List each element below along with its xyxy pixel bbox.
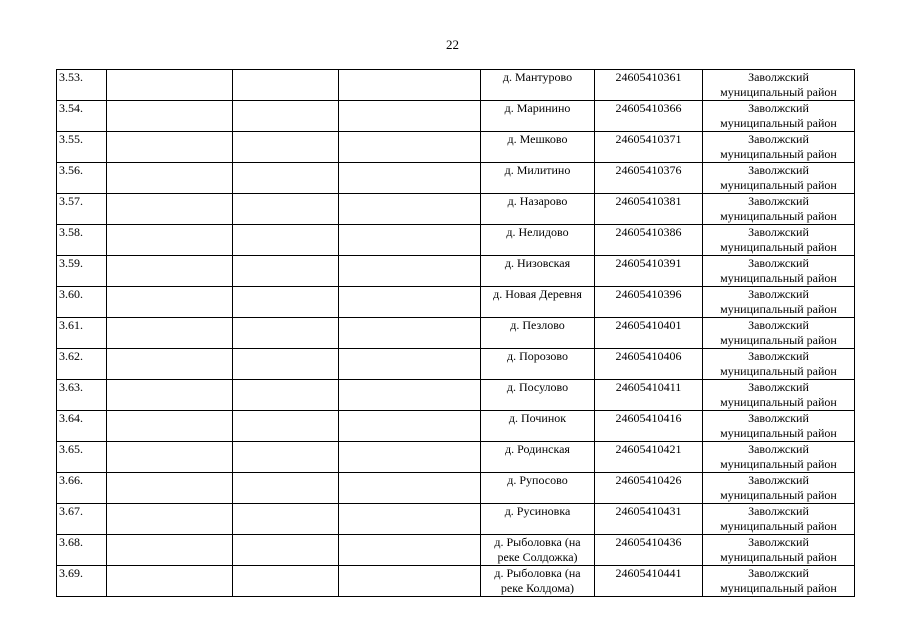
row-number-cell: 3.60. <box>57 287 107 318</box>
oktmo-code-cell: 24605410401 <box>595 318 703 349</box>
empty-cell <box>107 163 233 194</box>
empty-cell <box>233 442 339 473</box>
settlement-name-cell: д. Русиновка <box>481 504 595 535</box>
empty-cell <box>233 132 339 163</box>
oktmo-code-cell: 24605410371 <box>595 132 703 163</box>
empty-cell <box>107 132 233 163</box>
oktmo-code-cell: 24605410416 <box>595 411 703 442</box>
settlement-name-cell: д. Нелидово <box>481 225 595 256</box>
settlement-name-cell: д. Назарово <box>481 194 595 225</box>
oktmo-code-cell: 24605410381 <box>595 194 703 225</box>
settlement-name-cell: д. Посулово <box>481 380 595 411</box>
page-number: 22 <box>446 37 459 52</box>
row-number-cell: 3.66. <box>57 473 107 504</box>
empty-cell <box>339 256 481 287</box>
oktmo-code-cell: 24605410406 <box>595 349 703 380</box>
empty-cell <box>339 411 481 442</box>
empty-cell <box>339 70 481 101</box>
oktmo-code-cell: 24605410396 <box>595 287 703 318</box>
empty-cell <box>107 566 233 597</box>
empty-cell <box>107 349 233 380</box>
settlement-name-cell: д. Милитино <box>481 163 595 194</box>
empty-cell <box>233 256 339 287</box>
district-cell: Заволжский муниципальный район <box>703 256 855 287</box>
row-number-cell: 3.56. <box>57 163 107 194</box>
row-number-cell: 3.57. <box>57 194 107 225</box>
district-cell: Заволжский муниципальный район <box>703 132 855 163</box>
settlement-name-cell: д. Починок <box>481 411 595 442</box>
oktmo-code-cell: 24605410376 <box>595 163 703 194</box>
empty-cell <box>233 349 339 380</box>
table-row <box>57 163 855 194</box>
table-row <box>57 411 855 442</box>
row-number-cell: 3.59. <box>57 256 107 287</box>
settlements-table <box>56 69 855 597</box>
oktmo-code-cell: 24605410436 <box>595 535 703 566</box>
oktmo-code-cell: 24605410391 <box>595 256 703 287</box>
row-number-cell: 3.65. <box>57 442 107 473</box>
row-number-cell: 3.69. <box>57 566 107 597</box>
table-row <box>57 442 855 473</box>
district-cell: Заволжский муниципальный район <box>703 225 855 256</box>
row-number-cell: 3.68. <box>57 535 107 566</box>
empty-cell <box>107 535 233 566</box>
table-row <box>57 380 855 411</box>
table-row <box>57 70 855 101</box>
oktmo-code-cell: 24605410386 <box>595 225 703 256</box>
oktmo-code-cell: 24605410361 <box>595 70 703 101</box>
empty-cell <box>107 194 233 225</box>
row-number-cell: 3.67. <box>57 504 107 535</box>
row-number-cell: 3.64. <box>57 411 107 442</box>
empty-cell <box>233 101 339 132</box>
table-body <box>57 70 855 597</box>
empty-cell <box>107 504 233 535</box>
table-row <box>57 132 855 163</box>
empty-cell <box>233 318 339 349</box>
settlement-name-cell: д. Мантурово <box>481 70 595 101</box>
empty-cell <box>233 287 339 318</box>
oktmo-code-cell: 24605410426 <box>595 473 703 504</box>
empty-cell <box>107 70 233 101</box>
empty-cell <box>107 101 233 132</box>
table-row <box>57 256 855 287</box>
empty-cell <box>233 411 339 442</box>
table-row <box>57 349 855 380</box>
oktmo-code-cell: 24605410366 <box>595 101 703 132</box>
settlement-name-cell: д. Порозово <box>481 349 595 380</box>
row-number-cell: 3.53. <box>57 70 107 101</box>
table-row <box>57 318 855 349</box>
empty-cell <box>107 256 233 287</box>
district-cell: Заволжский муниципальный район <box>703 566 855 597</box>
empty-cell <box>233 70 339 101</box>
district-cell: Заволжский муниципальный район <box>703 473 855 504</box>
table-row <box>57 566 855 597</box>
empty-cell <box>233 566 339 597</box>
empty-cell <box>233 473 339 504</box>
empty-cell <box>107 411 233 442</box>
empty-cell <box>107 380 233 411</box>
district-cell: Заволжский муниципальный район <box>703 380 855 411</box>
district-cell: Заволжский муниципальный район <box>703 163 855 194</box>
table-row <box>57 535 855 566</box>
district-cell: Заволжский муниципальный район <box>703 287 855 318</box>
row-number-cell: 3.61. <box>57 318 107 349</box>
oktmo-code-cell: 24605410441 <box>595 566 703 597</box>
row-number-cell: 3.62. <box>57 349 107 380</box>
empty-cell <box>339 132 481 163</box>
row-number-cell: 3.58. <box>57 225 107 256</box>
settlement-name-cell: д. Родинская <box>481 442 595 473</box>
settlement-name-cell: д. Низовская <box>481 256 595 287</box>
oktmo-code-cell: 24605410431 <box>595 504 703 535</box>
empty-cell <box>339 287 481 318</box>
empty-cell <box>107 287 233 318</box>
empty-cell <box>339 380 481 411</box>
empty-cell <box>339 442 481 473</box>
settlement-name-cell: д. Пезлово <box>481 318 595 349</box>
empty-cell <box>339 349 481 380</box>
settlement-name-cell: д. Маринино <box>481 101 595 132</box>
empty-cell <box>107 318 233 349</box>
oktmo-code-cell: 24605410421 <box>595 442 703 473</box>
table-row <box>57 504 855 535</box>
empty-cell <box>233 380 339 411</box>
empty-cell <box>339 473 481 504</box>
row-number-cell: 3.54. <box>57 101 107 132</box>
empty-cell <box>339 566 481 597</box>
empty-cell <box>339 225 481 256</box>
oktmo-code-cell: 24605410411 <box>595 380 703 411</box>
settlement-name-cell: д. Рыболовка (на реке Колдома) <box>481 566 595 597</box>
district-cell: Заволжский муниципальный район <box>703 349 855 380</box>
empty-cell <box>233 504 339 535</box>
empty-cell <box>339 318 481 349</box>
district-cell: Заволжский муниципальный район <box>703 194 855 225</box>
row-number-cell: 3.55. <box>57 132 107 163</box>
district-cell: Заволжский муниципальный район <box>703 535 855 566</box>
row-number-cell: 3.63. <box>57 380 107 411</box>
table-row <box>57 287 855 318</box>
empty-cell <box>107 473 233 504</box>
settlement-name-cell: д. Рупосово <box>481 473 595 504</box>
settlement-name-cell: д. Мешково <box>481 132 595 163</box>
district-cell: Заволжский муниципальный район <box>703 411 855 442</box>
table-row <box>57 473 855 504</box>
empty-cell <box>339 194 481 225</box>
empty-cell <box>339 163 481 194</box>
empty-cell <box>233 163 339 194</box>
table-row <box>57 225 855 256</box>
empty-cell <box>339 504 481 535</box>
district-cell: Заволжский муниципальный район <box>703 504 855 535</box>
table-row <box>57 194 855 225</box>
empty-cell <box>233 225 339 256</box>
settlement-name-cell: д. Рыболовка (на реке Солдожка) <box>481 535 595 566</box>
table-row <box>57 101 855 132</box>
settlement-name-cell: д. Новая Деревня <box>481 287 595 318</box>
empty-cell <box>339 535 481 566</box>
district-cell: Заволжский муниципальный район <box>703 70 855 101</box>
empty-cell <box>339 101 481 132</box>
empty-cell <box>233 535 339 566</box>
district-cell: Заволжский муниципальный район <box>703 318 855 349</box>
empty-cell <box>107 442 233 473</box>
empty-cell <box>233 194 339 225</box>
district-cell: Заволжский муниципальный район <box>703 442 855 473</box>
district-cell: Заволжский муниципальный район <box>703 101 855 132</box>
empty-cell <box>107 225 233 256</box>
